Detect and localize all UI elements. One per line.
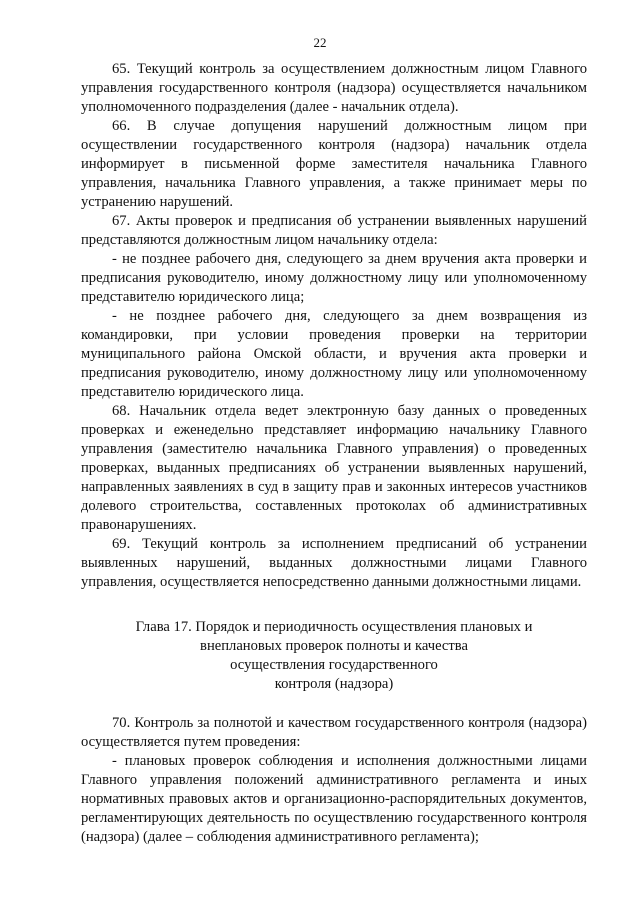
chapter-heading-line-4: контроля (надзора) xyxy=(274,676,394,692)
chapter-heading xyxy=(81,618,587,694)
paragraph-67-item-2: - не позднее рабочего дня, следующего за днем возвращения из командировки, при условии проведения проверки на территории муниципального района Омской области, и вручения акта проверки и предписания руководителю, иному должностному лицу или уполномоченному представителю юридического лица. xyxy=(81,308,587,400)
page-number: 22 xyxy=(313,35,327,50)
paragraph-70: 70. Контроль за полнотой и качеством государственного контроля (надзора) осуществляется путем проведения: xyxy=(81,715,587,750)
paragraph-67: 67. Акты проверок и предписания об устранении выявленных нарушений представляются должностным лицом начальнику отдела: xyxy=(81,213,587,248)
paragraph-70-item-1: - плановых проверок соблюдения и исполнения должностными лицами Главного управления положений административного регламента и иных нормативных правовых актов и организационно-распорядительных документов, регламентирующих деятельность по осуществлению государственного контроля (надзора) (далее – соблюдения административного регламента); xyxy=(81,753,587,845)
document-body xyxy=(81,60,587,847)
chapter-heading-line-3: осуществления государственного xyxy=(230,657,438,673)
chapter-heading-line-1: Глава 17. Порядок и периодичность осуществления плановых и xyxy=(135,619,533,635)
paragraph-67-item-1: - не позднее рабочего дня, следующего за днем вручения акта проверки и предписания руководителю, иному должностному лицу или уполномоченному представителю юридического лица; xyxy=(81,251,587,305)
chapter-heading-line-2: внеплановых проверок полноты и качества xyxy=(200,638,468,654)
paragraph-65: 65. Текущий контроль за осуществлением должностным лицом Главного управления государственного контроля (надзора) осуществляется начальником уполномоченного подразделения (далее - начальник отдела). xyxy=(81,61,587,115)
paragraph-66: 66. В случае допущения нарушений должностным лицом при осуществлении государственного контроля (надзора) начальник отдела информирует в письменной форме заместителя начальника Главного управления, начальника Главного управления, а также принимает меры по устранению нарушений. xyxy=(81,118,587,210)
paragraph-69: 69. Текущий контроль за исполнением предписаний об устранении выявленных нарушений, выданных должностными лицами Главного управления, осуществляется непосредственно данными должностными лицами. xyxy=(81,536,587,590)
paragraph-68: 68. Начальник отдела ведет электронную базу данных о проведенных проверках и еженедельно представляет информацию начальнику Главного управления (заместителю начальника Главного управления) о проведенных проверках, выданных предписаниях об устранении выявленных нарушений, направленных заявлениях в суд в защиту прав и законных интересов участников долевого строительства, составленных протоколах об административных правонарушениях. xyxy=(81,403,587,533)
